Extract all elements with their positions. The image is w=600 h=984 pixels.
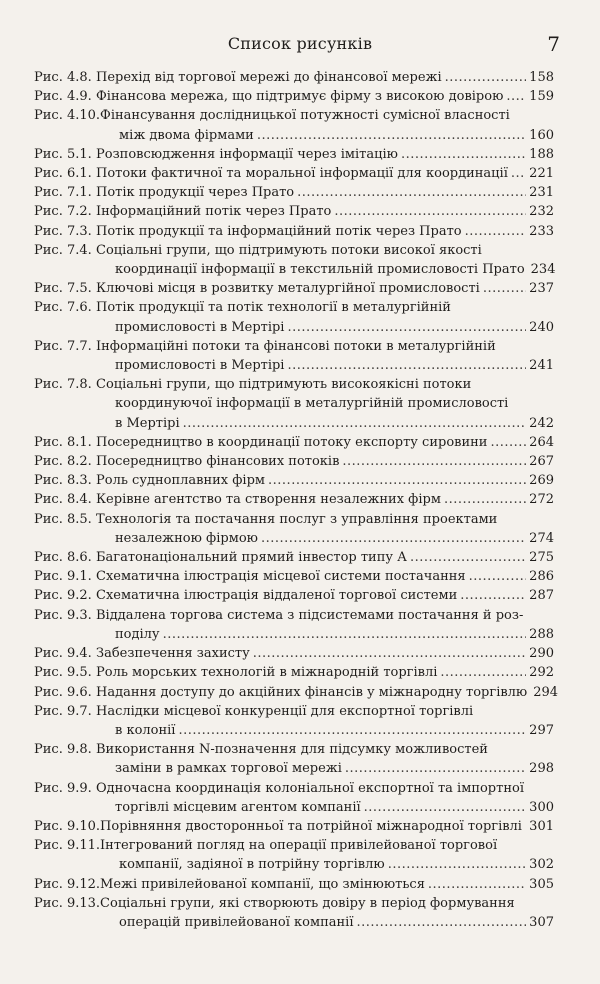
- figure-entry: [34, 490, 554, 509]
- dot-leader: [445, 68, 527, 87]
- figure-entry: [34, 817, 554, 836]
- figure-entry: [34, 875, 554, 894]
- figure-label: Рис. 9.1.: [34, 569, 92, 585]
- dot-leader: [345, 759, 526, 778]
- figure-title-line: [96, 721, 554, 740]
- figure-title: [96, 68, 554, 87]
- figure-title-text: Багатонаціональний прямий інвестор типу А: [96, 550, 408, 566]
- figure-page-number: 302: [529, 857, 554, 873]
- figure-title-line: [96, 490, 554, 509]
- figure-label: Рис. 9.9.: [34, 780, 92, 796]
- figure-title-line: [96, 663, 554, 682]
- figure-page-number: 233: [529, 223, 554, 239]
- figure-page-number: 272: [529, 492, 554, 508]
- figure-title-line: [96, 567, 554, 586]
- figure-label: Рис. 7.2.: [34, 204, 92, 220]
- figure-page-number: 301: [529, 818, 554, 834]
- figure-entry: [34, 375, 554, 433]
- figure-title: [96, 471, 554, 490]
- figure-title: [96, 740, 554, 778]
- figure-title-line: [96, 702, 554, 721]
- dot-leader: [287, 356, 526, 375]
- figure-label: Рис. 9.10.: [34, 818, 101, 834]
- figure-title-line: [100, 836, 554, 855]
- figure-title-text: Соціальні групи, які створюють довіру в період формування: [100, 895, 515, 911]
- dot-leader: [444, 490, 526, 509]
- figure-title: [96, 433, 554, 452]
- figure-title: [96, 279, 554, 298]
- dot-leader: [261, 529, 526, 548]
- figure-title-line: [100, 894, 554, 913]
- figure-title-text: в Мертірі: [115, 415, 180, 431]
- figure-title-text: Технологія та постачання послуг з управління проектами: [96, 511, 498, 527]
- figure-title-text: Інформаційний потік через Прато: [96, 204, 332, 220]
- figure-title: [100, 875, 554, 894]
- figure-label: Рис. 7.3.: [34, 223, 92, 239]
- running-title: Список рисунків: [227, 34, 373, 53]
- figure-entry: [34, 337, 554, 375]
- figure-title: [96, 145, 554, 164]
- figure-title-line: [96, 202, 554, 221]
- figure-label: Рис. 4.8.: [34, 70, 92, 85]
- figure-title-text: між двома фірмами: [119, 127, 254, 143]
- figure-entry: [34, 164, 554, 183]
- dot-leader: [287, 318, 526, 337]
- figure-title: [96, 222, 554, 241]
- figure-title-text: Забезпечення захисту: [96, 646, 250, 662]
- figure-page-number: 300: [529, 799, 554, 815]
- page-number: 7: [547, 32, 560, 56]
- figure-entry: [34, 279, 554, 298]
- dot-leader: [440, 663, 526, 682]
- figure-page-number: 298: [529, 761, 554, 777]
- figure-title-line: [96, 68, 554, 87]
- figure-entry: [34, 106, 554, 144]
- figure-entry: [34, 68, 554, 87]
- figure-title: [96, 567, 554, 586]
- figure-title: [96, 644, 554, 663]
- figure-title-line: [96, 279, 554, 298]
- dot-leader: [183, 414, 527, 433]
- dot-leader: [163, 625, 527, 644]
- figure-page-number: 297: [529, 722, 554, 738]
- figure-title-line: [96, 183, 554, 202]
- figure-title: [96, 375, 554, 433]
- figure-label: Рис. 9.7.: [34, 703, 92, 719]
- figure-label: Рис. 8.2.: [34, 454, 92, 470]
- figure-title-line: [96, 452, 554, 471]
- figure-title-text: Роль морських технологій в міжнародній торгівлі: [96, 665, 438, 681]
- figure-page-number: 221: [529, 166, 554, 182]
- figure-title: [96, 490, 554, 509]
- figure-title-line: [96, 164, 554, 183]
- figure-page-number: 241: [529, 358, 554, 374]
- figure-title-line: [96, 241, 554, 260]
- figure-page-number: 158: [529, 70, 554, 85]
- figure-label: Рис. 9.11.: [34, 838, 101, 854]
- figure-page-number: 232: [529, 204, 554, 220]
- figure-title-line: [96, 548, 554, 567]
- figure-label: Рис. 8.3.: [34, 473, 92, 489]
- figure-label: Рис. 9.5.: [34, 665, 92, 681]
- dot-leader: [469, 567, 527, 586]
- figure-title-line: [96, 318, 554, 337]
- dot-leader: [357, 913, 527, 932]
- figure-title-line: [96, 394, 554, 413]
- figure-page-number: 275: [529, 550, 554, 566]
- figure-entry: [34, 222, 554, 241]
- figure-title-text: поділу: [115, 626, 160, 642]
- figure-label: Рис. 9.3.: [34, 607, 92, 623]
- figure-entry: [34, 202, 554, 221]
- figure-label: Рис. 9.2.: [34, 588, 92, 604]
- figure-title-line: [96, 644, 554, 663]
- figure-title: [96, 241, 554, 279]
- figure-label: Рис. 8.1.: [34, 434, 92, 450]
- figure-page-number: 242: [529, 415, 554, 431]
- figure-entry: [34, 663, 554, 682]
- figure-title-text: Соціальні групи, що підтримують потоки високої якості: [96, 242, 482, 258]
- figure-title: [100, 106, 554, 144]
- figure-title-line: [96, 222, 554, 241]
- figure-entry: [34, 87, 554, 106]
- figure-page-number: 267: [529, 454, 554, 470]
- dot-leader: [342, 452, 526, 471]
- figure-label: Рис. 9.8.: [34, 742, 92, 758]
- figure-title: [96, 702, 554, 740]
- figure-label: Рис. 9.4.: [34, 646, 92, 662]
- figure-entry: [34, 145, 554, 164]
- figure-title-line: [100, 126, 554, 145]
- figure-title-line: [96, 471, 554, 490]
- figure-entry: [34, 644, 554, 663]
- figure-label: Рис. 7.5.: [34, 281, 92, 297]
- figure-title-text: Потік продукції та потік технології в металургійній: [96, 300, 451, 316]
- figure-title-line: [96, 606, 554, 625]
- figure-title-text: координуючої інформації в металургійній промисловості: [115, 396, 509, 412]
- figure-title-text: промисловості в Мертірі: [115, 319, 285, 335]
- figure-title-line: [100, 913, 554, 932]
- figure-page-number: 269: [529, 473, 554, 489]
- figure-title: [96, 298, 554, 336]
- figure-entry: [34, 433, 554, 452]
- figure-page-number: 234: [530, 262, 556, 278]
- dot-leader: [506, 87, 526, 106]
- figure-page-number: 188: [529, 146, 554, 162]
- dot-leader: [490, 433, 526, 452]
- figure-page-number: 287: [529, 588, 554, 604]
- figure-entry: [34, 241, 554, 279]
- figure-title-text: Інтегрований погляд на операції привілейованої торгової: [100, 838, 498, 854]
- dot-leader: [388, 855, 526, 874]
- figure-title: [96, 683, 559, 702]
- figure-page-number: 286: [529, 569, 554, 585]
- figure-title-line: [96, 356, 554, 375]
- figure-title: [96, 202, 554, 221]
- dot-leader: [253, 644, 526, 663]
- figure-title: [96, 337, 554, 375]
- dot-leader: [334, 202, 526, 221]
- figure-title-line: [96, 260, 554, 279]
- figure-page-number: 290: [529, 646, 554, 662]
- figure-title: [100, 817, 554, 836]
- figure-entry: [34, 183, 554, 202]
- figure-title-line: [96, 145, 554, 164]
- figure-title-line: [100, 855, 554, 874]
- figure-title-line: [96, 798, 554, 817]
- figure-page-number: 294: [533, 684, 559, 700]
- figure-title-text: заміни в рамках торгової мережі: [115, 761, 342, 777]
- figure-title: [100, 894, 554, 932]
- figure-page-number: 274: [529, 530, 554, 546]
- figure-title-text: Посередництво фінансових потоків: [96, 454, 340, 470]
- figure-title-text: Роль судноплавних фірм: [96, 473, 266, 489]
- figure-title-text: незалежною фірмою: [115, 530, 258, 546]
- figure-title-text: торгівлі місцевим агентом компанії: [115, 799, 361, 815]
- figure-title-text: Наслідки місцевої конкуренції для експортної торгівлі: [96, 703, 474, 719]
- figure-title-text: Потік продукції та інформаційний потік через Прато: [96, 223, 462, 239]
- figure-title-text: компанії, задіяної в потрійну торгівлю: [119, 857, 385, 873]
- figure-title-text: Інформаційні потоки та фінансові потоки в металургійній: [96, 338, 496, 354]
- figure-title: [96, 586, 554, 605]
- figure-title-line: [96, 759, 554, 778]
- figure-label: Рис. 4.9.: [34, 89, 92, 105]
- figure-page-number: 159: [529, 89, 554, 105]
- figure-title-line: [96, 87, 554, 106]
- figure-title-text: координації інформації в текстильній промисловості Прато: [115, 262, 525, 278]
- figure-title-line: [100, 875, 554, 894]
- dot-leader: [511, 164, 526, 183]
- figure-title-text: Фінансова мережа, що підтримує фірму з високою довірою: [96, 89, 504, 105]
- figure-entry: [34, 683, 559, 702]
- figure-entry: [34, 586, 554, 605]
- figure-title-text: операцій привілейованої компанії: [119, 914, 354, 930]
- figure-label: Рис. 6.1.: [34, 166, 92, 182]
- figure-title-text: Віддалена торгова система з підсистемами постачання й роз-: [96, 607, 524, 623]
- figure-title-text: Потоки фактичної та моральної інформації для координації: [96, 166, 508, 182]
- figure-entry: [34, 894, 554, 932]
- figure-label: Рис. 9.6.: [34, 684, 92, 700]
- figure-title-line: [96, 529, 554, 548]
- figure-title-line: [96, 337, 554, 356]
- figure-page-number: 307: [529, 914, 554, 930]
- figure-entry: [34, 836, 554, 874]
- figure-label: Рис. 7.6.: [34, 300, 92, 316]
- figure-label: Рис. 8.5.: [34, 511, 92, 527]
- figure-title-text: Посередництво в координації потоку експорту сировини: [96, 434, 488, 450]
- figure-entry: [34, 452, 554, 471]
- figure-title: [96, 87, 554, 106]
- figure-title: [100, 836, 554, 874]
- figure-page-number: 288: [529, 626, 554, 642]
- figure-title-text: промисловості в Мертірі: [115, 358, 285, 374]
- figure-page-number: 231: [529, 185, 554, 201]
- page-header: [0, 32, 600, 58]
- figure-title-text: в колонії: [115, 722, 176, 738]
- figure-label: Рис. 4.10.: [34, 108, 101, 124]
- figure-title: [96, 663, 554, 682]
- figure-title: [96, 779, 554, 817]
- dot-leader: [178, 721, 526, 740]
- figure-entry: [34, 298, 554, 336]
- figure-title-text: Ключові місця в розвитку металургійної промисловості: [96, 281, 480, 297]
- figure-title-text: Схематична ілюстрація місцевої системи постачання: [96, 569, 466, 585]
- dot-leader: [483, 279, 526, 298]
- figure-entry: [34, 471, 554, 490]
- figure-title: [96, 606, 554, 644]
- dot-leader: [401, 145, 526, 164]
- dot-leader: [257, 126, 526, 145]
- figure-title-text: Використання N-позначення для підсумку можливостей: [96, 742, 488, 758]
- figure-entry: [34, 567, 554, 586]
- dot-leader: [297, 183, 526, 202]
- dot-leader: [268, 471, 526, 490]
- figure-title-line: [96, 414, 554, 433]
- figure-title: [96, 164, 554, 183]
- figure-page-number: 160: [529, 127, 554, 143]
- figure-title-text: Схематична ілюстрація віддаленої торгової системи: [96, 588, 458, 604]
- figure-title-line: [96, 510, 554, 529]
- figure-title-line: [96, 298, 554, 317]
- dot-leader: [410, 548, 526, 567]
- figure-title: [96, 452, 554, 471]
- figure-page-number: 305: [529, 876, 554, 892]
- figure-title-line: [96, 740, 554, 759]
- figure-title-line: [96, 779, 554, 798]
- figure-title-line: [100, 106, 554, 125]
- figure-title-text: Перехід від торгової мережі до фінансової мережі: [96, 70, 442, 85]
- figure-entry: [34, 548, 554, 567]
- dot-leader: [465, 222, 527, 241]
- dot-leader: [428, 875, 526, 894]
- figure-page-number: 292: [529, 665, 554, 681]
- figure-title-text: Фінансування дослідницької потужності сумісної власності: [100, 108, 510, 124]
- dot-leader: [460, 586, 526, 605]
- figure-title-text: Керівне агентство та створення незалежних фірм: [96, 492, 441, 508]
- figure-title-text: Порівняння двосторонньої та потрійної міжнародної торгівлі: [100, 818, 522, 834]
- figure-label: Рис. 7.4.: [34, 242, 92, 258]
- figure-entry: [34, 606, 554, 644]
- figure-title-text: Розповсюдження інформації через імітацію: [96, 146, 398, 162]
- dot-leader: [364, 798, 527, 817]
- dot-leader: [525, 817, 526, 836]
- figure-title-text: Одночасна координація колоніальної експортної та імпортної: [96, 780, 524, 796]
- figure-title-line: [96, 433, 554, 452]
- figure-title-line: [96, 375, 554, 394]
- figure-title-text: Соціальні групи, що підтримують високоякісні потоки: [96, 377, 472, 393]
- figure-title-text: Надання доступу до акційних фінансів у міжнародну торгівлю: [96, 684, 528, 700]
- figure-label: Рис. 7.1.: [34, 185, 92, 201]
- figure-label: Рис. 8.6.: [34, 550, 92, 566]
- figure-title-text: Потік продукції через Прато: [96, 185, 295, 201]
- figure-title-text: Межі привілейованої компанії, що змінюються: [100, 876, 425, 892]
- list-of-figures: [34, 68, 559, 932]
- figure-entry: [34, 702, 554, 740]
- figure-title: [96, 510, 554, 548]
- figure-title-line: [96, 586, 554, 605]
- figure-page-number: 264: [529, 434, 554, 450]
- figure-title-line: [96, 625, 554, 644]
- figure-label: Рис. 9.12.: [34, 876, 101, 892]
- figure-page-number: 240: [529, 319, 554, 335]
- figure-label: Рис. 5.1.: [34, 146, 92, 162]
- figure-label: Рис. 8.4.: [34, 492, 92, 508]
- figure-title-line: [100, 817, 554, 836]
- figure-title: [96, 548, 554, 567]
- figure-title: [96, 183, 554, 202]
- figure-page-number: 237: [529, 281, 554, 297]
- figure-entry: [34, 740, 554, 778]
- figure-entry: [34, 510, 554, 548]
- figure-title-line: [96, 683, 559, 702]
- figure-label: Рис. 7.8.: [34, 377, 92, 393]
- figure-label: Рис. 7.7.: [34, 338, 92, 354]
- figure-entry: [34, 779, 554, 817]
- figure-label: Рис. 9.13.: [34, 895, 101, 911]
